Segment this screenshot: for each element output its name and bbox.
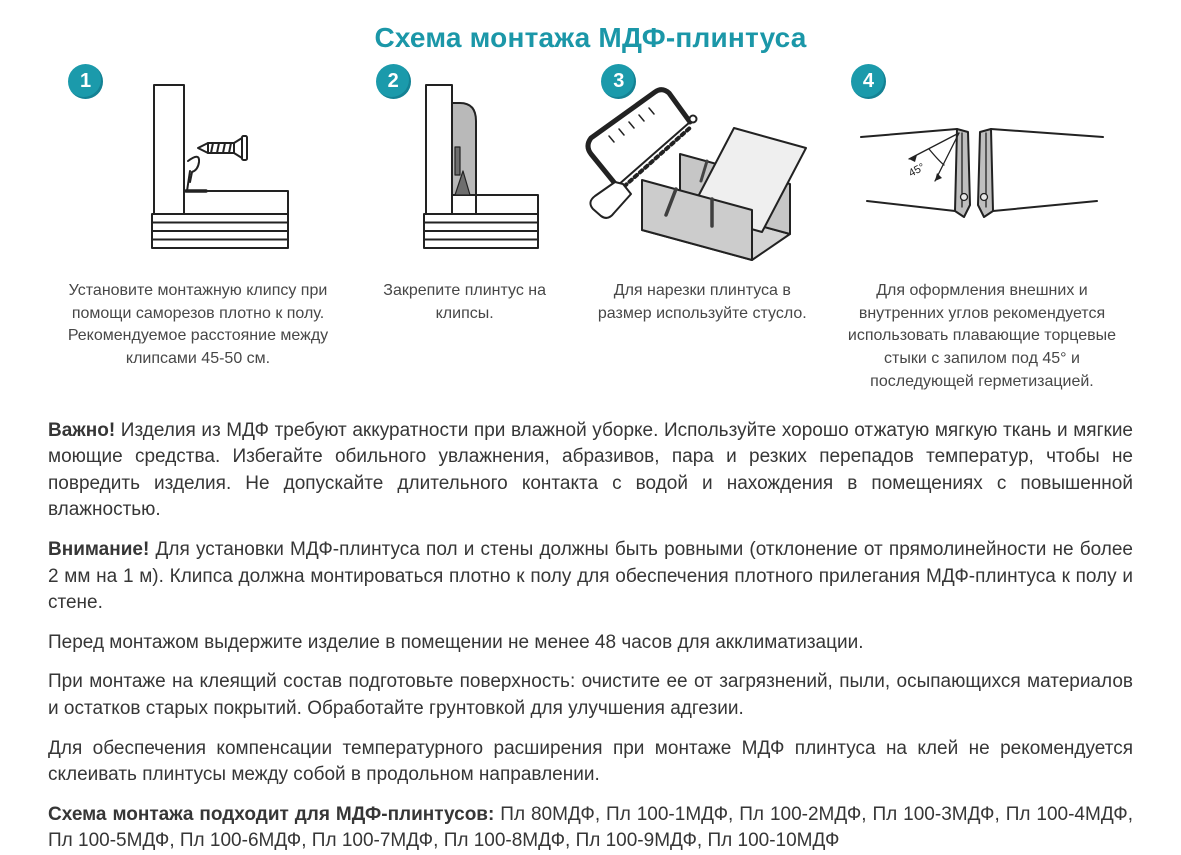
45-degree-angle-annotation	[907, 133, 959, 181]
plinth-on-clip-illustration	[386, 81, 544, 259]
corner-joint-illustration	[857, 111, 1107, 229]
mounting-clip-shape	[186, 157, 206, 191]
paragraph-attention-lead: Внимание!	[48, 538, 150, 560]
step-1-number-badge: 1	[68, 64, 103, 99]
page-title: Схема монтажа МДФ-плинтуса	[374, 22, 807, 53]
step-1-illustration-area	[48, 72, 348, 268]
floor-slab-shape	[184, 191, 288, 214]
plinth-profile-shape	[452, 103, 476, 195]
step-3-section	[581, 64, 823, 325]
paragraph-important	[48, 418, 1133, 524]
clip-screw-illustration	[102, 81, 294, 259]
step-3-number-badge: 3	[601, 64, 636, 99]
step-2-illustration-area	[356, 72, 574, 268]
paragraph-compatible-models	[48, 802, 1133, 855]
paragraph-acclimatization	[48, 630, 1133, 657]
paragraph-compatible-models-lead: Схема монтажа подходит для МДФ-плинтусов:	[48, 803, 495, 825]
wall-shape	[154, 85, 184, 214]
floor-layers-shape	[424, 214, 538, 248]
step-1-caption: Установите монтажную клипсу при помощи саморезов плотно к полу. Рекомендуемое расстояние между клипсами 45-50 см.	[67, 282, 329, 368]
paragraph-glue-surface-prep	[48, 669, 1133, 722]
paragraph-glue-surface-prep-text: При монтаже на клеящий состав подготовьте поверхность: очистите ее от загрязнений, пыли, осыпающихся материалов и остатков старых покрытий. Обработайте грунтовкой для улучшения адгезии.	[48, 671, 1133, 719]
wall-shape	[426, 85, 452, 214]
step-4-number-badge: 4	[851, 64, 886, 99]
installation-steps	[48, 64, 1133, 394]
paragraph-important-lead: Важно!	[48, 419, 116, 441]
step-2-caption: Закрепите плинтус на клипсы.	[383, 282, 547, 322]
instruction-text-block	[48, 418, 1133, 855]
step-3-caption: Для нарезки плинтуса в размер используйте стусло.	[597, 282, 807, 322]
step-4-section	[831, 64, 1133, 394]
step-3-illustration-area	[581, 72, 823, 268]
paragraph-thermal-expansion-text: Для обеспечения компенсации температурного расширения при монтаже МДФ плинтуса на клей не рекомендуется склеивать плинтусы между собой в продольном направлении.	[48, 737, 1133, 786]
step-2-section	[356, 64, 574, 325]
step-2-number-badge: 2	[376, 64, 411, 99]
paragraph-attention-text: Для установки МДФ-плинтуса пол и стены должны быть ровными (отклонение от прямолинейности не более 2 мм на 1 м). Клипса должна монтироваться плотно к полу для обеспечения плотного прилегания МДФ-плинтуса к полу и стене.	[48, 538, 1134, 614]
floor-slab-shape	[476, 195, 538, 214]
right-plinth-piece-shape	[978, 129, 1103, 217]
screw-icon	[198, 136, 247, 160]
miter-box-illustration	[585, 70, 820, 270]
45-degree-label: 45°	[906, 161, 928, 180]
paragraph-compatible-models-list: Пл 80МДФ, Пл 100-1МДФ, Пл 100-2МДФ, Пл 100-3МДФ, Пл 100-4МДФ, Пл 100-5МДФ, Пл 100-6МДФ, Пл 100-7МДФ, Пл 100-8МДФ, Пл 100-9МДФ, Пл 100-10МДФ	[48, 803, 1133, 852]
paragraph-attention	[48, 537, 1133, 617]
step-4-illustration-area	[831, 72, 1133, 268]
floor-layers-shape	[152, 214, 288, 248]
paragraph-acclimatization-text: Перед монтажом выдержите изделие в помещении не менее 48 часов для акклиматизации.	[48, 631, 864, 653]
paragraph-important-text: Изделия из МДФ требуют аккуратности при влажной уборке. Используйте хорошо отжатую мягкую ткань и мягкие моющие средства. Избегайте обильного увлажнения, абразивов, пара и резких перепадов температур, чтобы не повредить изделия. Не допускайте длительного контакта с водой и нахождения в помещениях с повышенной влажностью.	[48, 419, 1133, 521]
step-1-section	[48, 64, 348, 371]
paragraph-thermal-expansion	[48, 736, 1133, 789]
step-4-caption: Для оформления внешних и внутренних углов рекомендуется использовать плавающие торцевые стыки с запилом под 45° и последующей герметизацией.	[847, 282, 1117, 390]
